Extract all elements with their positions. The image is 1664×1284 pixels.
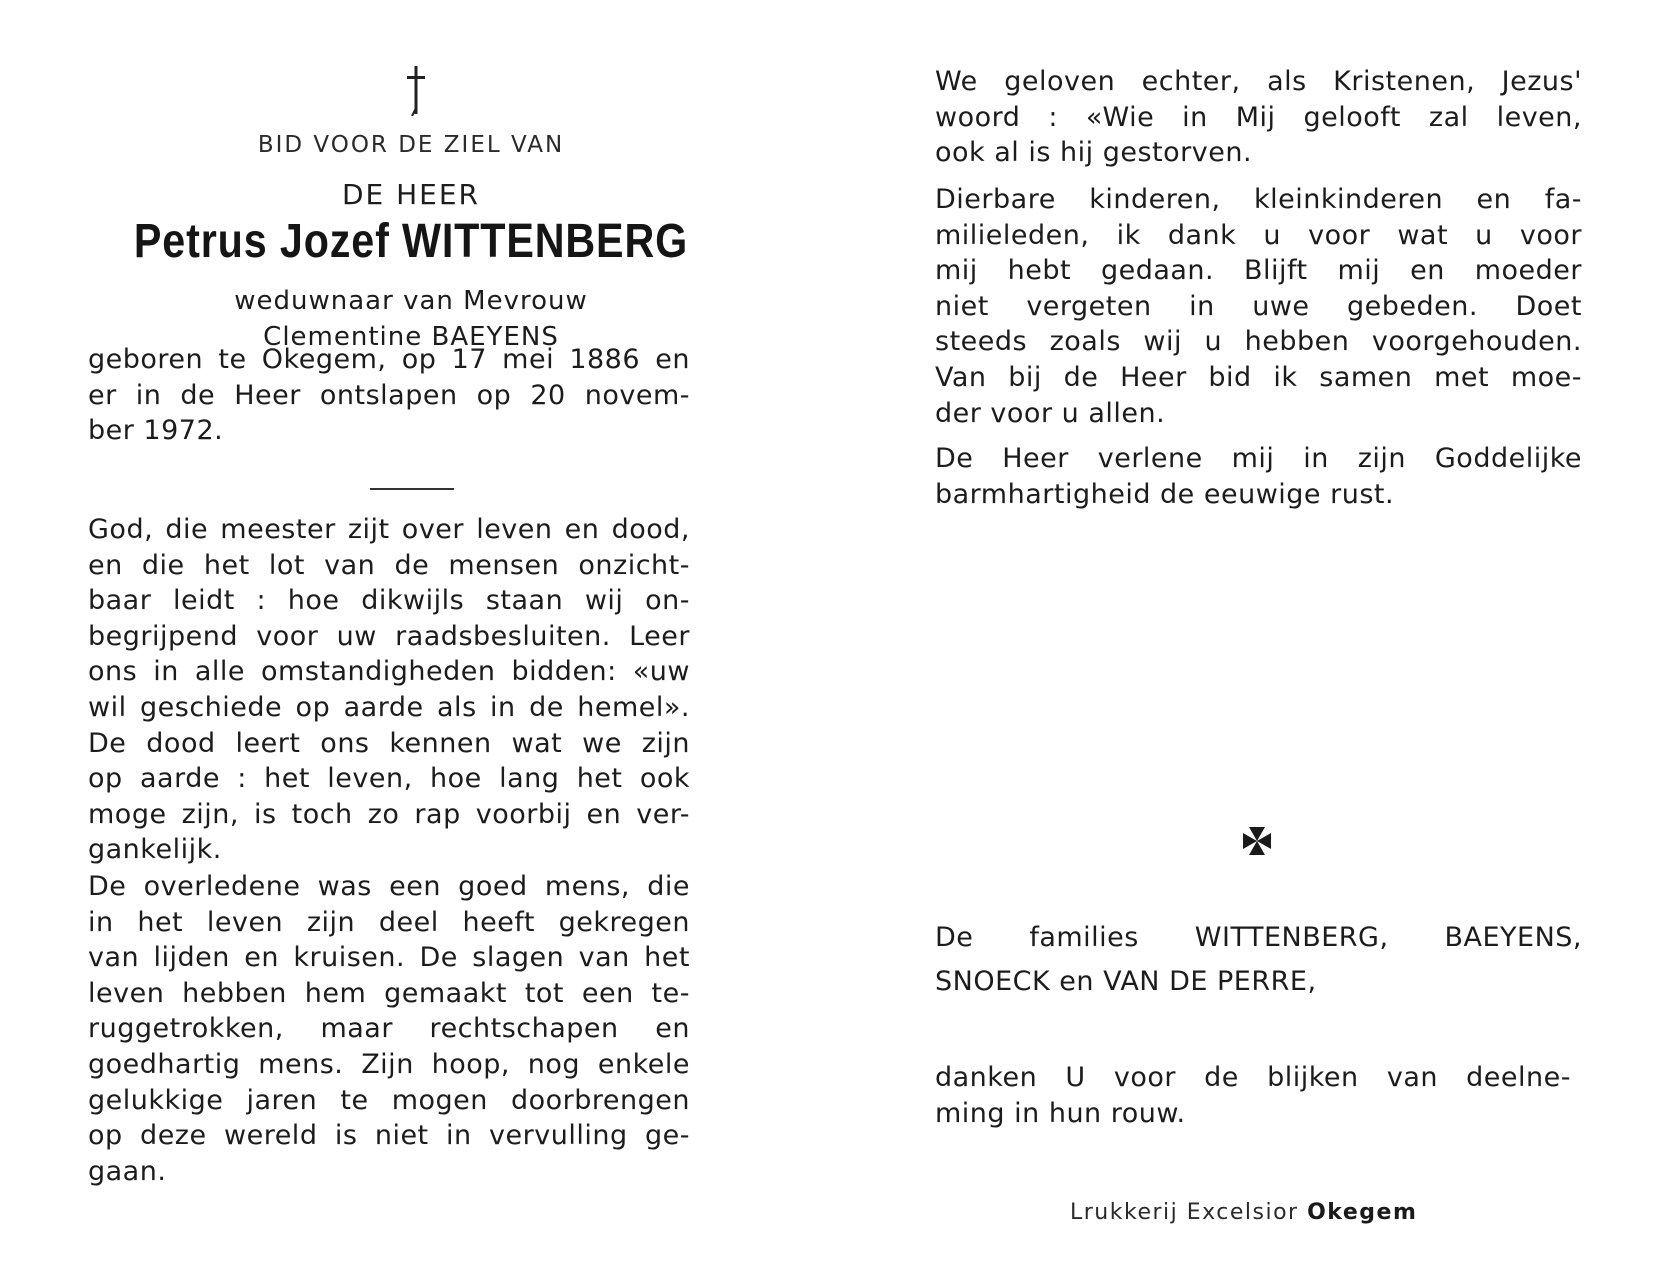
text-line: in het leven zijn deel heeft gekregen <box>88 906 690 938</box>
maltese-cross-icon <box>1242 826 1272 856</box>
text-line: milieleden, ik dank u voor wat u voor <box>935 219 1582 251</box>
text-line: en die het lot van de mensen onzicht- <box>88 549 690 581</box>
text-line: SNOECK en VAN DE PERRE, <box>935 966 1317 997</box>
prayer-paragraph <box>88 512 690 868</box>
thanks-paragraph <box>935 1060 1571 1131</box>
text-line: der voor u allen. <box>935 397 1166 429</box>
text-line: goedhartig mens. Zijn hoop, nog enkele <box>88 1048 690 1080</box>
text-line: Van bij de Heer bid ik samen met moe- <box>935 361 1582 393</box>
deceased-name: Petrus Jozef WITTENBERG <box>133 215 689 268</box>
text-line: moge zijn, is toch zo rap voorbij en ver- <box>88 798 690 830</box>
text-line: De dood leert ons kennen wat we zijn <box>88 727 690 759</box>
text-line: gankelijk. <box>88 834 222 866</box>
text-line: er in de Heer ontslapen op 20 novem- <box>88 379 690 411</box>
text-line: gaan. <box>88 1155 167 1187</box>
text-line: De Heer verlene mij in zijn Goddelijke <box>935 443 1582 474</box>
widower-line: weduwnaar van Mevrouw <box>234 286 588 316</box>
text-line: woord : «Wie in Mij gelooft zal leven, <box>935 101 1582 133</box>
text-line: De overledene was een goed mens, die <box>88 871 690 902</box>
eternal-rest-paragraph <box>935 441 1582 512</box>
text-line: steeds zoals wij u hebben voorgehouden. <box>935 326 1582 358</box>
text-line: ber 1972. <box>88 415 224 447</box>
text-line: ruggetrokken, maar rechtschapen en <box>88 1013 690 1045</box>
latin-cross-icon <box>404 64 428 116</box>
printer-name: Lrukkerij Excelsior <box>1070 1200 1299 1225</box>
text-line: geboren te Okegem, op 17 mei 1886 en <box>88 344 690 375</box>
text-line: van lijden en kruisen. De slagen van het <box>88 942 690 974</box>
text-line: ming in hun rouw. <box>935 1097 1186 1129</box>
text-line: God, die meester zijt over leven en dood, <box>88 514 690 545</box>
text-line: op aarde : het leven, hoe lang het ook <box>88 763 690 795</box>
text-line: wil geschiede op aarde als in de hemel». <box>88 691 690 723</box>
deceased-paragraph <box>88 869 690 1189</box>
text-line: begrijpend voor uw raadsbesluiten. Leer <box>88 620 690 652</box>
text-line: ons in alle omstandigheden bidden: «uw <box>88 656 690 688</box>
spouse-name: Clementine BAEYENS <box>263 322 559 352</box>
text-line: gelukkige jaren te mogen doorbrengen <box>88 1084 690 1116</box>
text-line: baar leidt : hoe dikwijls staan wij on- <box>88 585 690 617</box>
text-line: leven hebben hem gemaakt tot een te- <box>88 977 690 1009</box>
text-line: ook al is hij gestorven. <box>935 137 1253 169</box>
faith-paragraph <box>935 64 1582 171</box>
text-line: Dierbare kinderen, kleinkinderen en fa- <box>935 184 1582 215</box>
text-line: barmhartigheid de eeuwige rust. <box>935 478 1395 510</box>
printer-imprint <box>1070 1200 1450 1225</box>
text-line: op deze wereld is niet in vervulling ge- <box>88 1120 690 1152</box>
families-paragraph <box>935 916 1582 1004</box>
printer-town: Okegem <box>1307 1200 1418 1225</box>
text-line: We geloven echter, als Kristenen, Jezus' <box>935 66 1582 97</box>
divider <box>370 488 454 490</box>
birth-death-paragraph <box>88 342 690 449</box>
text-line: mij hebt gedaan. Blijft mij en moeder <box>935 255 1582 287</box>
family-thanks-paragraph <box>935 182 1582 431</box>
text-line: niet vergeten in uwe gebeden. Doet <box>935 290 1582 322</box>
prayer-heading: BID VOOR DE ZIEL VAN <box>257 132 565 158</box>
text-line: De families WITTENBERG, BAEYENS, <box>935 922 1582 953</box>
honorific: DE HEER <box>341 178 481 211</box>
text-line: danken U voor de blijken van deelne- <box>935 1062 1571 1093</box>
